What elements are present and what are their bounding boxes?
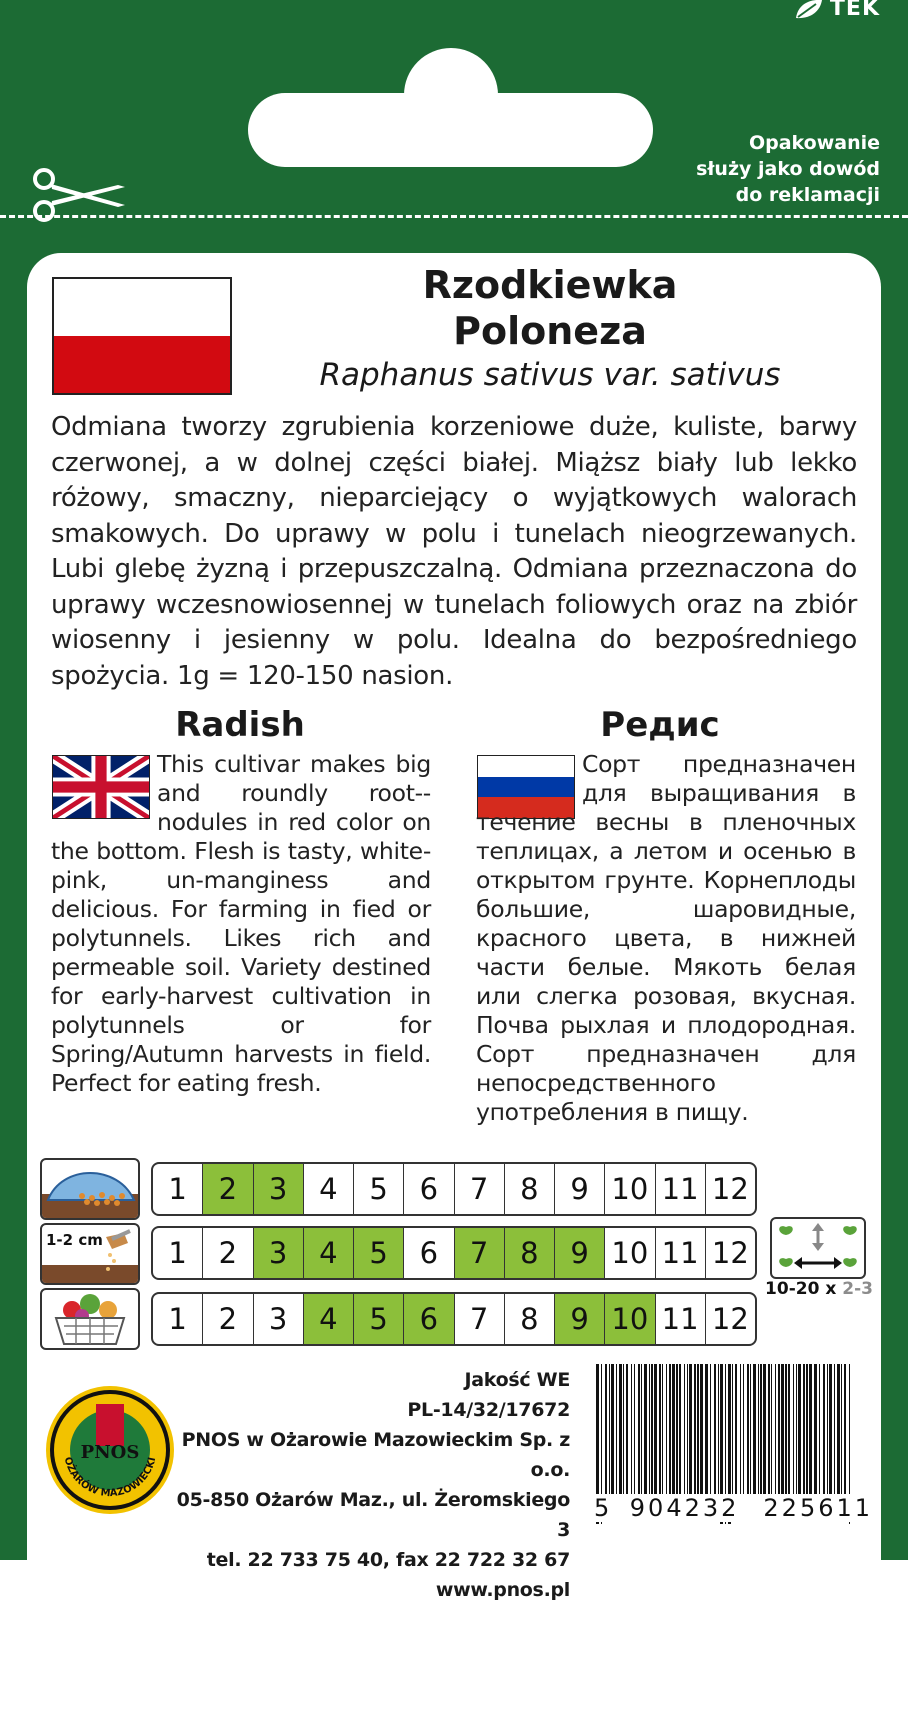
month-cell: 11 — [656, 1228, 706, 1278]
barcode-bar — [641, 1364, 642, 1496]
tunnel-icon — [40, 1158, 140, 1220]
cut-line — [0, 215, 908, 218]
barcode-bar — [662, 1364, 663, 1496]
barcode-bar — [837, 1364, 840, 1496]
barcode-bar — [841, 1364, 842, 1496]
english-heading: Radish — [175, 705, 305, 745]
barcode-bar — [735, 1364, 737, 1496]
barcode-bar — [814, 1364, 817, 1496]
barcode-bar — [605, 1364, 607, 1496]
company-address: 05-850 Ożarów Maz., ul. Żeromskiego 3 — [176, 1489, 570, 1541]
month-cell: 6 — [404, 1294, 454, 1344]
barcode-bar — [654, 1364, 657, 1496]
manufacturer-info — [170, 1365, 570, 1605]
calendar-row-field-sowing — [151, 1226, 757, 1280]
month-cell: 5 — [354, 1164, 404, 1214]
barcode-bar — [740, 1364, 741, 1496]
latin-name: Raphanus sativus var. sativus — [319, 357, 781, 393]
month-cell: 12 — [711, 1236, 749, 1270]
barcode-group-2: 225611 — [763, 1494, 874, 1522]
brand-name: TEK — [829, 0, 880, 21]
barcode-bar — [798, 1364, 801, 1496]
month-cell: 6 — [404, 1228, 454, 1278]
barcode-bar — [697, 1364, 699, 1496]
month-cell: 4 — [304, 1228, 354, 1278]
russian-text: Сорт предназначен для выращивания в течение весны в пленочных теплицах, а летом и осенью в открытом грунте. Корнеплоды большие, шаровидные, красного цвета, в нижней части белые. Мякоть белая или слегка розовая, вкусная. Почва рыхлая и плодородная. Сорт предназначен для непосредственного употребления в пищу. — [476, 750, 856, 1126]
barcode-bar — [785, 1364, 787, 1496]
barcode-bar — [793, 1364, 794, 1496]
leaf-icon — [794, 0, 824, 20]
barcode-bar — [689, 1364, 692, 1496]
month-cell: 11 — [656, 1164, 706, 1214]
barcode-bar — [700, 1364, 703, 1496]
barcode-bar — [768, 1364, 770, 1496]
registration-number: PL-14/32/17672 — [407, 1399, 570, 1421]
month-cell: 9 — [555, 1228, 605, 1278]
month-cell: 8 — [505, 1164, 555, 1214]
month-cell: 10 — [605, 1294, 655, 1344]
barcode-bar — [796, 1364, 797, 1496]
barcode-bar — [638, 1364, 640, 1496]
barcode-bar — [803, 1364, 805, 1496]
barcode-bar — [616, 1364, 617, 1496]
month-cell: 6 — [404, 1164, 454, 1214]
product-title — [250, 262, 850, 354]
month-cell: 7 — [455, 1228, 505, 1278]
month-cell: 2 — [203, 1164, 253, 1214]
barcode-bar — [644, 1364, 647, 1496]
barcode-bar — [781, 1364, 784, 1496]
poland-flag-icon — [52, 277, 232, 395]
barcode-bar — [676, 1364, 678, 1496]
company-phone: tel. 22 733 75 40, fax 22 722 32 67 — [206, 1549, 570, 1571]
barcode-bar — [809, 1364, 812, 1496]
company-name: PNOS w Ożarowie Mazowieckim Sp. z o.o. — [181, 1429, 570, 1481]
month-cell: 3 — [254, 1164, 304, 1214]
month-cell: 4 — [304, 1164, 354, 1214]
barcode-bar — [834, 1364, 835, 1496]
month-cell: 9 — [555, 1164, 605, 1214]
barcode-bar — [750, 1364, 751, 1496]
barcode-bar — [669, 1364, 671, 1496]
notice-line: do reklamacji — [735, 184, 880, 206]
barcode-bar — [626, 1364, 628, 1496]
barcode-bar — [619, 1364, 622, 1496]
barcode-bar — [718, 1364, 719, 1496]
barcode-bar — [694, 1364, 696, 1496]
barcode-bar — [710, 1364, 711, 1496]
barcode-bar — [760, 1364, 762, 1496]
month-cell: 3 — [254, 1228, 304, 1278]
barcode-bar — [788, 1364, 790, 1496]
barcode-bar — [672, 1364, 675, 1496]
barcode-bar — [684, 1364, 685, 1496]
logo-letters: PNOS — [80, 1442, 140, 1463]
month-cell: 2 — [203, 1228, 253, 1278]
barcode-bar — [666, 1364, 667, 1496]
barcode-bar — [714, 1364, 716, 1496]
hang-hole — [248, 93, 653, 167]
month-cell: 8 — [505, 1228, 555, 1278]
spacing-separator: x — [825, 1279, 837, 1299]
barcode-bar — [758, 1364, 759, 1496]
sowing-depth-icon — [40, 1223, 140, 1285]
barcode-bar — [753, 1364, 756, 1496]
barcode-bar — [651, 1364, 653, 1496]
barcode-bar — [634, 1364, 635, 1496]
barcode-bar — [687, 1364, 688, 1496]
month-cell: 5 — [354, 1294, 404, 1344]
month-cell: 9 — [555, 1294, 605, 1344]
row-spacing: 10-20 — [765, 1279, 820, 1299]
barcode-bar — [747, 1364, 749, 1496]
english-text: This cultivar makes big and roundly root--nodules in red color on the bottom. Flesh is tasty, white-pink, un-manginess and delicious. For farming in fied or polytunnels. Likes rich and permeable soil. Variety destined for early-harvest cultivation in polytunnels or for Spring/Autumn harvests in field. Perfect for eating fresh. — [51, 750, 431, 1097]
month-cell: 11 — [656, 1294, 706, 1344]
month-cell: 12 — [711, 1302, 749, 1336]
barcode-bar — [763, 1364, 766, 1496]
barcode-bar — [827, 1364, 828, 1496]
month-cell: 7 — [455, 1164, 505, 1214]
barcode-bar — [611, 1364, 614, 1496]
calendar-row-tunnel-sowing — [151, 1162, 757, 1216]
notice-line: służy jako dowód — [696, 158, 880, 180]
barcode-bar — [609, 1364, 610, 1496]
barcode-bar — [806, 1364, 808, 1496]
barcode-bar — [732, 1364, 733, 1496]
month-cell: 1 — [153, 1294, 203, 1344]
barcode-bar — [623, 1364, 624, 1496]
barcode-bar — [743, 1364, 744, 1496]
english-description — [51, 750, 431, 1098]
month-cell: 10 — [605, 1228, 655, 1278]
barcode-bar — [819, 1364, 820, 1496]
month-cell: 7 — [455, 1294, 505, 1344]
barcode-bar — [679, 1364, 681, 1496]
polish-description: Odmiana tworzy zgrubienia korzeniowe duże, kuliste, barwy czerwonej, a w dolnej części białej. Miąższ biały lub lekko różowy, smaczny, nieparciejący o wyjątkowych walorach smakowych. Do uprawy w polu i tunelach nieogrzewanych. Lubi glebę żyzną i przepuszczalną. Odmiana przeznaczona do uprawy wczesnowiosennej w tunelach foliowych oraz na zbiór wiosenny i jesienny w polu. Idealna do bezpośredniego spożycia. 1g = 120-150 nasion. — [51, 412, 857, 691]
month-cell: 2 — [203, 1294, 253, 1344]
barcode-first-digit: 5 — [594, 1494, 610, 1522]
barcode-bar — [631, 1364, 632, 1496]
barcode-bar — [649, 1364, 650, 1496]
month-cell: 1 — [153, 1164, 203, 1214]
plant-spacing: 2-3 — [842, 1279, 873, 1299]
russian-description — [476, 750, 856, 1127]
logo-ring-text: OŻARÓW MAZOWIECKI — [61, 1455, 159, 1500]
pnos-logo — [44, 1384, 176, 1516]
month-cell: 5 — [354, 1228, 404, 1278]
company-website: www.pnos.pl — [435, 1579, 570, 1601]
month-cell: 12 — [711, 1172, 749, 1206]
notice-line: Opakowanie — [748, 132, 880, 154]
barcode-bar — [771, 1364, 772, 1496]
month-cell: 1 — [153, 1228, 203, 1278]
barcode-bar — [659, 1364, 661, 1496]
complaint-notice — [696, 130, 880, 208]
barcode-group-1: 904232 — [629, 1494, 740, 1522]
barcode-bar — [705, 1364, 708, 1496]
month-cell: 3 — [254, 1294, 304, 1344]
barcode-bar — [829, 1364, 832, 1496]
barcode-number — [594, 1494, 874, 1522]
title-line-2: Poloneza — [453, 309, 647, 353]
month-cell: 10 — [605, 1164, 655, 1214]
barcode-bar — [823, 1364, 825, 1496]
calendar-row-harvest — [151, 1292, 757, 1346]
month-cell: 8 — [505, 1294, 555, 1344]
depth-label: 1-2 cm — [46, 1231, 103, 1249]
quality-mark: Jakość WE — [464, 1369, 570, 1391]
plant-spacing-icon — [770, 1217, 866, 1279]
barcode-bar — [775, 1364, 776, 1496]
harvest-basket-icon — [40, 1288, 140, 1350]
barcode-bar — [778, 1364, 780, 1496]
brand-mark — [794, 0, 880, 21]
title-line-1: Rzodkiewka — [422, 263, 678, 307]
barcode-bar — [844, 1364, 846, 1496]
month-cell: 4 — [304, 1294, 354, 1344]
russian-heading: Редис — [600, 705, 720, 745]
plant-spacing-label — [764, 1279, 874, 1299]
